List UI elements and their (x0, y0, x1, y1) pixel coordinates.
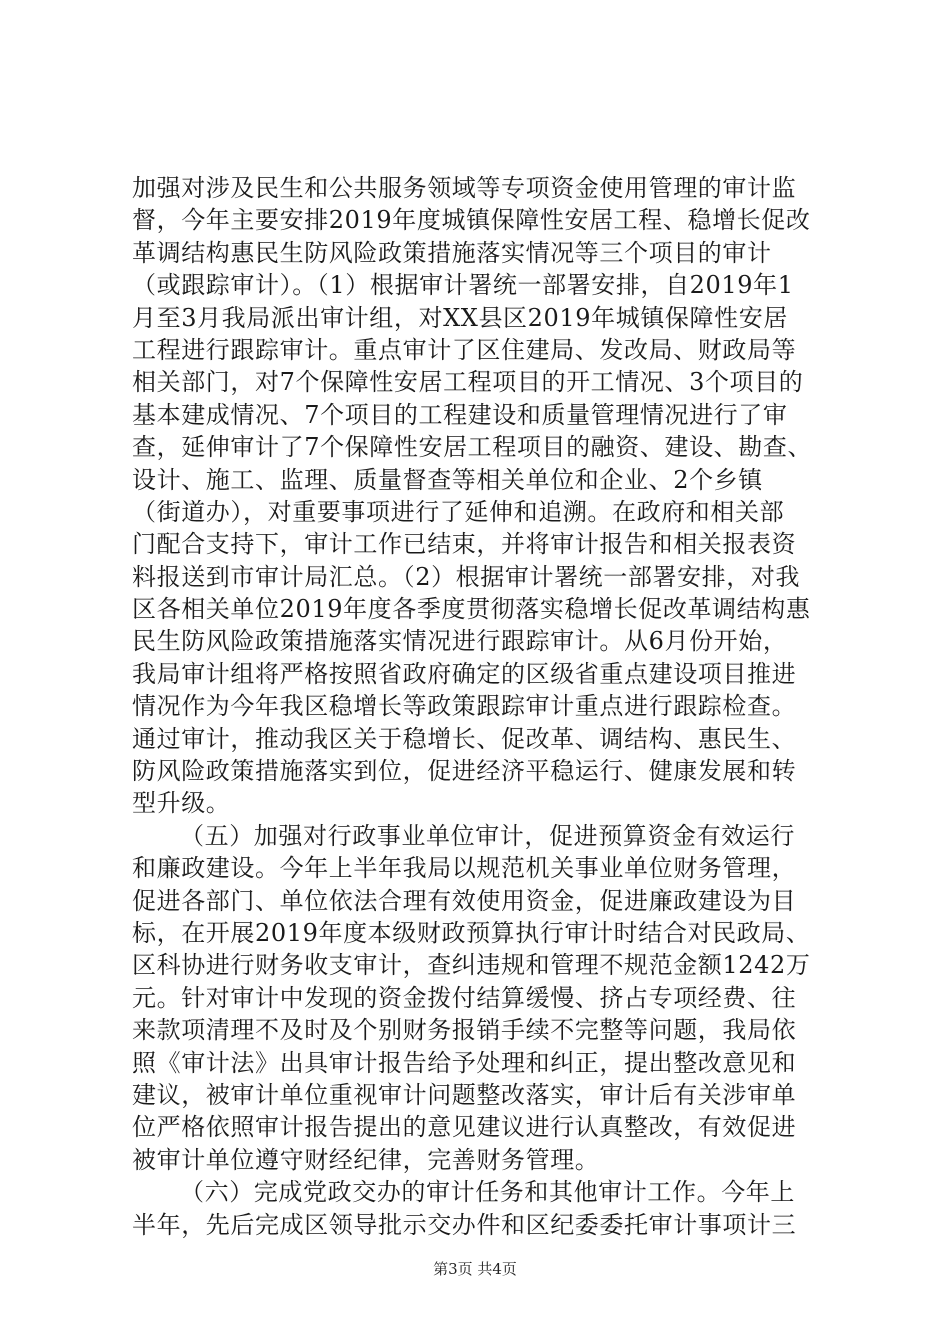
text-line: 料报送到市审计局汇总。（2）根据审计署统一部署安排，对我 (132, 562, 801, 591)
text-line: 型升级。 (132, 789, 231, 818)
section-heading-line: （六）完成党政交办的审计任务和其他审计工作。今年上 (180, 1178, 795, 1207)
text-line: 门配合支持下，审计工作已结束，并将审计报告和相关报表资 (132, 530, 797, 559)
text-line: 革调结构惠民生防风险政策措施落实情况等三个项目的审计 (132, 238, 772, 267)
text-line: 促进各部门、单位依法合理有效使用资金，促进廉政建设为目 (132, 886, 797, 915)
text-line: 被审计单位遵守财经纪律，完善财务管理。 (132, 1145, 600, 1174)
text-line: （街道办），对重要事项进行了延伸和追溯。在政府和相关部 (132, 497, 785, 526)
text-line: 民生防风险政策措施落实情况进行跟踪审计。从6月份开始， (132, 627, 788, 656)
body-text (132, 172, 822, 1241)
text-line: 建议，被审计单位重视审计问题整改落实，审计后有关涉审单 (132, 1080, 797, 1109)
text-line: 防风险政策措施落实到位，促进经济平稳运行、健康发展和转 (132, 757, 797, 786)
text-line: 月至3月我局派出审计组，对XX县区2019年城镇保障性安居 (132, 303, 788, 332)
page-number-footer: 第3页 共4页 (433, 1260, 517, 1278)
text-line: 查，延伸审计了7个保障性安居工程项目的融资、建设、勘查、 (132, 433, 813, 462)
text-line: 元。针对审计中发现的资金拨付结算缓慢、挤占专项经费、往 (132, 983, 797, 1012)
text-line: 照《审计法》出具审计报告给予处理和纠正，提出整改意见和 (132, 1048, 797, 1077)
text-line: 标，在开展2019年度本级财政预算执行审计时结合对民政局、 (132, 918, 811, 947)
text-line: 基本建成情况、7个项目的工程建设和质量管理情况进行了审 (132, 400, 788, 429)
text-line: 情况作为今年我区稳增长等政策跟踪审计重点进行跟踪检查。 (132, 692, 797, 721)
text-line: 我局审计组将严格按照省政府确定的区级省重点建设项目推进 (132, 659, 797, 688)
text-line: 设计、施工、监理、质量督查等相关单位和企业、2个乡镇 (132, 465, 763, 494)
text-line: 区各相关单位2019年度各季度贯彻落实稳增长促改革调结构惠 (132, 595, 811, 624)
text-line: （或跟踪审计）。（1）根据审计署统一部署安排，自2019年1 (132, 271, 794, 300)
text-line: 区科协进行财务收支审计，查纠违规和管理不规范金额1242万 (132, 951, 811, 980)
text-line: 通过审计，推动我区关于稳增长、促改革、调结构、惠民生、 (132, 724, 797, 753)
text-line: 加强对涉及民生和公共服务领域等专项资金使用管理的审计监 (132, 174, 797, 202)
section-heading-line: （五）加强对行政事业单位审计，促进预算资金有效运行 (180, 821, 795, 850)
text-line: 半年，先后完成区领导批示交办件和区纪委委托审计事项计三 (132, 1210, 797, 1239)
text-line: 和廉政建设。今年上半年我局以规范机关事业单位财务管理， (132, 854, 797, 883)
text-line: 相关部门，对7个保障性安居工程项目的开工情况、3个项目的 (132, 368, 804, 397)
text-line: 来款项清理不及时及个别财务报销手续不完整等问题，我局依 (132, 1016, 797, 1045)
text-line: 工程进行跟踪审计。重点审计了区住建局、发改局、财政局等 (132, 335, 797, 364)
text-line: 督，今年主要安排2019年度城镇保障性安居工程、稳增长促改 (132, 206, 811, 235)
text-line: 位严格依照审计报告提出的意见建议进行认真整改，有效促进 (132, 1113, 797, 1142)
